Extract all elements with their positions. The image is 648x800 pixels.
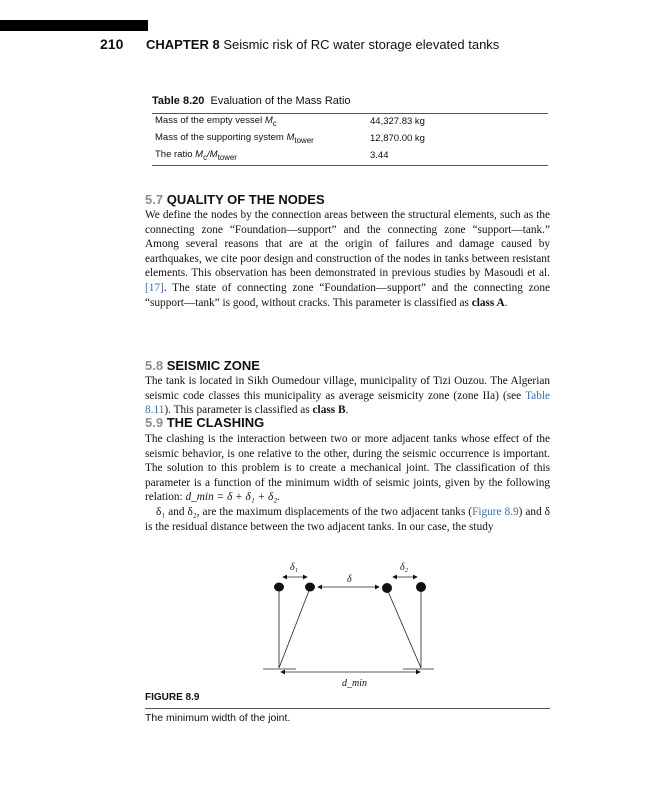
tank-right-displaced — [382, 583, 392, 593]
table-link[interactable]: Table 8.11 — [145, 389, 550, 417]
tank-left-displaced — [305, 583, 315, 592]
chapter-header: CHAPTER 8 Seismic risk of RC water storage elevated tanks — [146, 37, 500, 52]
table-caption: Table 8.20 Evaluation of the Mass Ratio — [152, 95, 351, 107]
tank-right-original — [416, 582, 426, 592]
section-heading-5-8: 5.8 SEISMIC ZONE — [145, 358, 260, 373]
row-value: 12,870.00 kg — [370, 133, 425, 145]
section-5-8-text: The tank is located in Sikh Oumedour village, municipality of Tizi Ouzou. The Algerian seismic code classes this municipality as average seismicity zone (zone IIa) (see Table 8.11). This parameter is classified as class B. — [145, 375, 550, 417]
dmin-label: d_min — [342, 678, 367, 689]
row-label: The ratio $M_c/M_{tower}$ — [155, 148, 237, 162]
section-5-9-text: The clashing is the interaction between two or more adjacent tanks whose effect of the seismic behavior, is one relative to the other, during the seismic occurrence is important. The solution to this problem is to create a mechanical joint. The classification of this parameter is a function of the minimum width of seismic joints, given by the following relation: d_min = δ + δ₁ + δ₂. δ₁ and δ₂, are the maximum displacements of the two adjacent tanks (Figure 8.9) and δ is the residual distance between the two adjacent tanks. In our case, the study — [145, 433, 551, 533]
delta-label: δ — [347, 574, 352, 585]
figure-caption: The minimum width of the joint. — [145, 712, 291, 724]
page-number: 210 — [100, 36, 124, 52]
tank-left-original — [274, 583, 284, 592]
row-label: Mass of the empty vessel $M_c$ — [155, 115, 277, 128]
section-5-7-text: We define the nodes by the connection areas between the structural elements, such as the connecting zone “Foundation—support” and the connecting zone “support—tank.” Among several reasons that are at the origin of failures and damage caused by earthquakes, we cite poor design and construction of the nodes in tanks between resistant elements. This observation has been demonstrated in previous studies by Masoudi et al. [17]. The state of connecting zone “Foundation—support” and the connecting zone “support—tank” is good, without cracks. This parameter is classified as class A. — [145, 209, 550, 309]
left-tower-displaced — [279, 588, 310, 668]
figure-label: FIGURE 8.9 — [145, 692, 200, 703]
section-heading-5-9: 5.9 THE CLASHING — [145, 415, 265, 430]
section-heading-5-7: 5.7 QUALITY OF THE NODES — [145, 192, 325, 207]
right-tower-displaced — [387, 589, 421, 668]
row-value: 44,327.83 kg — [370, 116, 425, 128]
row-value: 3.44 — [370, 150, 389, 162]
reference-link[interactable]: [17] — [145, 281, 164, 294]
figure-link[interactable]: Figure 8.9 — [472, 505, 519, 518]
delta1-label: δ₁ — [290, 562, 299, 573]
figure-divider — [145, 708, 550, 709]
row-label: Mass of the supporting system $M_{tower}$ — [155, 131, 314, 145]
delta2-label: δ₂ — [400, 562, 409, 573]
